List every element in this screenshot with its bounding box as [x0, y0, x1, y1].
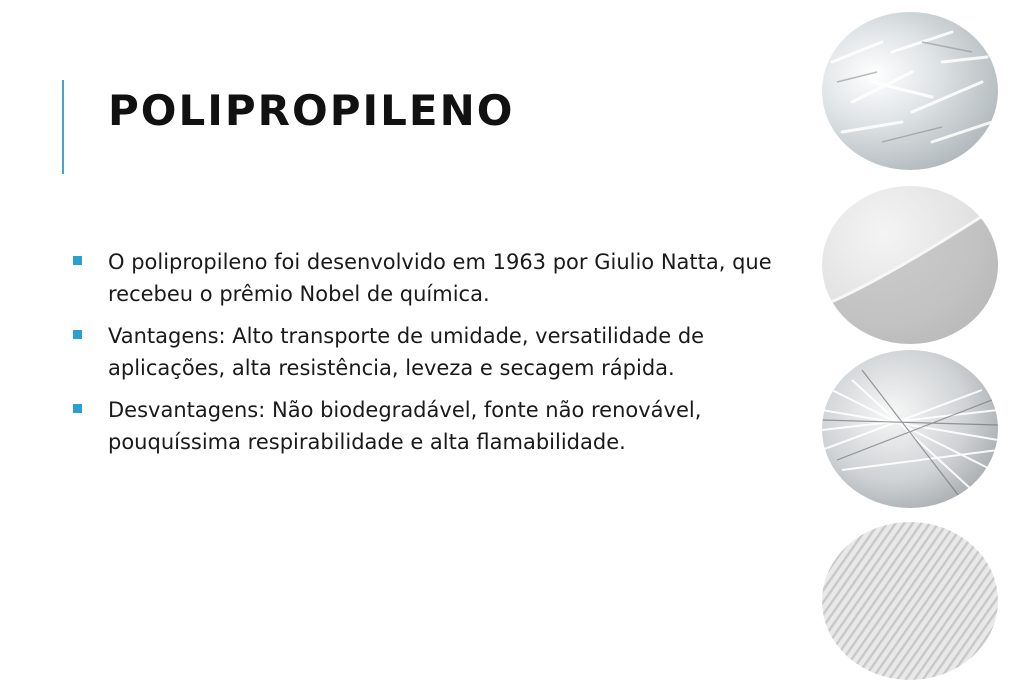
square-bullet-icon — [73, 256, 82, 265]
title-accent-bar — [62, 80, 64, 174]
square-bullet-icon — [73, 404, 82, 413]
polypropylene-corrugated-sheet-image — [822, 522, 998, 680]
bullet-item-advantages — [72, 320, 812, 384]
bullet-list — [72, 246, 812, 468]
bullet-item-history — [72, 246, 812, 310]
image-column — [822, 12, 1002, 680]
polypropylene-fiber-tufts-image — [822, 12, 998, 170]
bullet-text: Desvantagens: Não biodegradável, fonte não renovável, pouquíssima respirabilidade e alta flamabilidade. — [108, 398, 702, 454]
square-bullet-icon — [73, 330, 82, 339]
bullet-item-disadvantages — [72, 394, 812, 458]
slide-title: POLIPROPILENO — [108, 86, 515, 135]
polypropylene-nonwoven-fabric-image — [822, 186, 998, 344]
bullet-text: O polipropileno foi desenvolvido em 1963 por Giulio Natta, que recebeu o prêmio Nobel de química. — [108, 250, 772, 306]
bullet-text: Vantagens: Alto transporte de umidade, versatilidade de aplicações, alta resistência, leveza e secagem rápida. — [108, 324, 705, 380]
polypropylene-fiber-strands-image — [822, 350, 998, 508]
